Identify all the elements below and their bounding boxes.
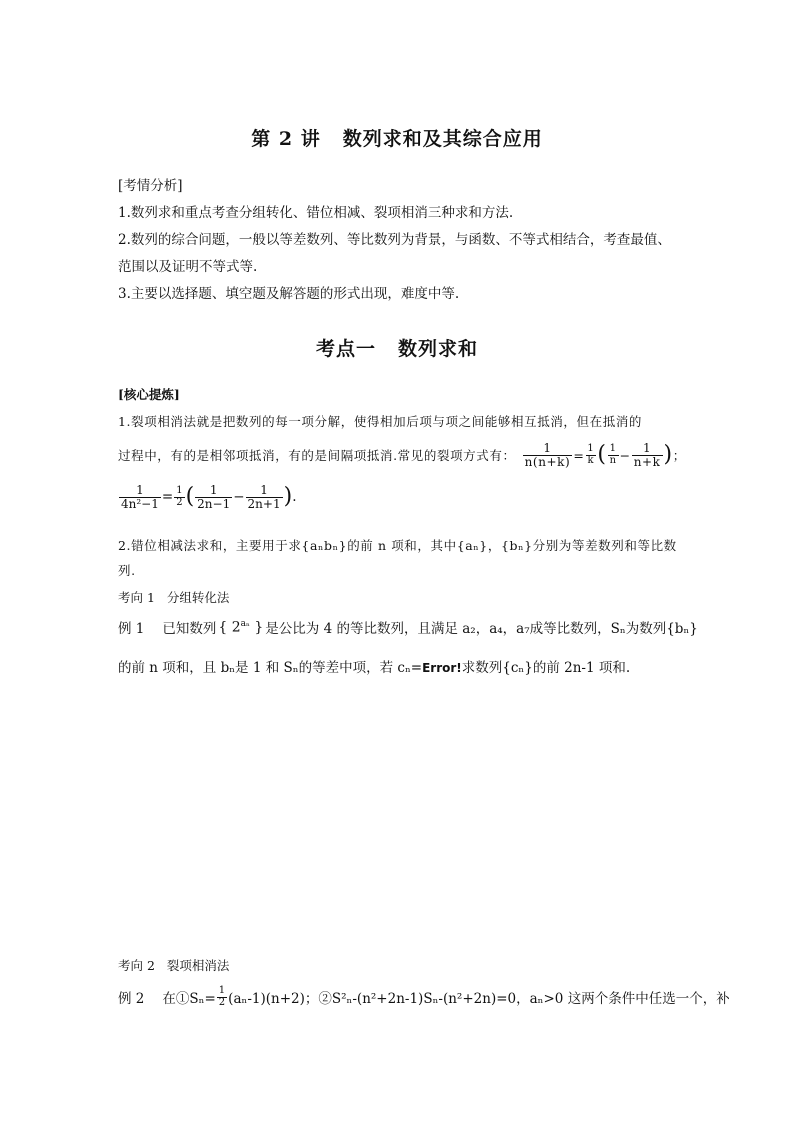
- example-1-text-d: 求数列{cₙ}的前 2n-1 项和.: [461, 660, 631, 676]
- example-1-text-a: 已知数列: [162, 621, 217, 637]
- direction-1-heading: [118, 588, 229, 606]
- core-item-2-line-2: 列.: [118, 563, 136, 578]
- analysis-line-1: 1.数列求和重点考查分组转化、错位相减、裂项相消三种求和方法.: [118, 205, 514, 221]
- analysis-line-2b: 范围以及证明不等式等.: [118, 259, 258, 275]
- core-heading: [核心提炼]: [118, 387, 180, 402]
- analysis-line-2a: 2.数列的综合问题，一般以等差数列、等比数列为背景，与函数、不等式相结合，考查最值、: [118, 232, 671, 248]
- fraction-one-half: $\frac{1}{2}$: [218, 985, 226, 1008]
- direction-1-name: 分组转化法: [166, 590, 230, 605]
- core-item-1-text: 过程中，有的是相邻项抵消，有的是间隔项抵消.常见的裂项方式有：: [118, 448, 516, 464]
- section-name: 数列求和: [398, 338, 479, 360]
- direction-1-label: 考向 1: [118, 590, 155, 605]
- example-2-text-b: (aₙ-1)(n+2)；②S²ₙ-(n²+2n-1)Sₙ-(n²+2n)=0，aₙ>0 这两个条件中任选一个，补: [228, 991, 730, 1007]
- example-1-line-1: [118, 617, 698, 637]
- section-number: 考点一: [315, 338, 376, 360]
- formula-split-1: $\frac{1}{n(n+k)}$ = $\frac{1}{k}$ ( $\frac{1}{n}$ − $\frac{1}{n+k}$ ) ；: [524, 441, 686, 469]
- section-title: [0, 334, 794, 361]
- example-1-label: 例 1: [118, 621, 145, 637]
- analysis-line-3: 3.主要以选择题、填空题及解答题的形式出现，难度中等.: [118, 286, 460, 302]
- example-1-line-2: [118, 656, 630, 676]
- example-1-text-c: 的前 n 项和，且 bₙ是 1 和 Sₙ的等差中项，若 cₙ=: [118, 660, 423, 676]
- direction-2-name: 裂项相消法: [166, 958, 230, 973]
- analysis-heading: [考情分析]: [118, 178, 183, 194]
- example-2-label: 例 2: [118, 991, 145, 1007]
- core-item-1-line-1: 1.裂项相消法就是把数列的每一项分解，使得相加后项与项之间能够相互抵消，但在抵消的: [118, 414, 643, 429]
- page-title: [0, 124, 794, 151]
- error-marker: Error!: [422, 661, 462, 675]
- example-2-line-1: [118, 986, 730, 1008]
- lecture-name: 数列求和及其综合应用: [342, 128, 543, 150]
- direction-2-label: 考向 2: [118, 958, 155, 973]
- direction-2-heading: [118, 956, 229, 974]
- example-1-text-b: 是公比为 4 的等比数列，且满足 a₂，a₄，a₇成等比数列，Sₙ为数列{bₙ}: [265, 621, 698, 637]
- formula-split-2: $\frac{1}{\text{4n²−1}}$ = $\frac{1}{2}$ ( $\frac{1}{2n-1}$ − $\frac{1}{2n+1}$ ) .: [121, 483, 297, 511]
- example-2-text-a: 在①Sₙ=: [162, 991, 216, 1007]
- core-item-2-line-1: 2.错位相减法求和，主要用于求{aₙbₙ}的前 n 项和，其中{aₙ}，{bₙ}分别为等差数列和等比数: [118, 538, 677, 553]
- lecture-number: 第 2 讲: [251, 128, 321, 150]
- sequence-2-an: { $2^{a_n}$ }: [218, 618, 264, 636]
- core-item-1-line-2: [118, 442, 686, 468]
